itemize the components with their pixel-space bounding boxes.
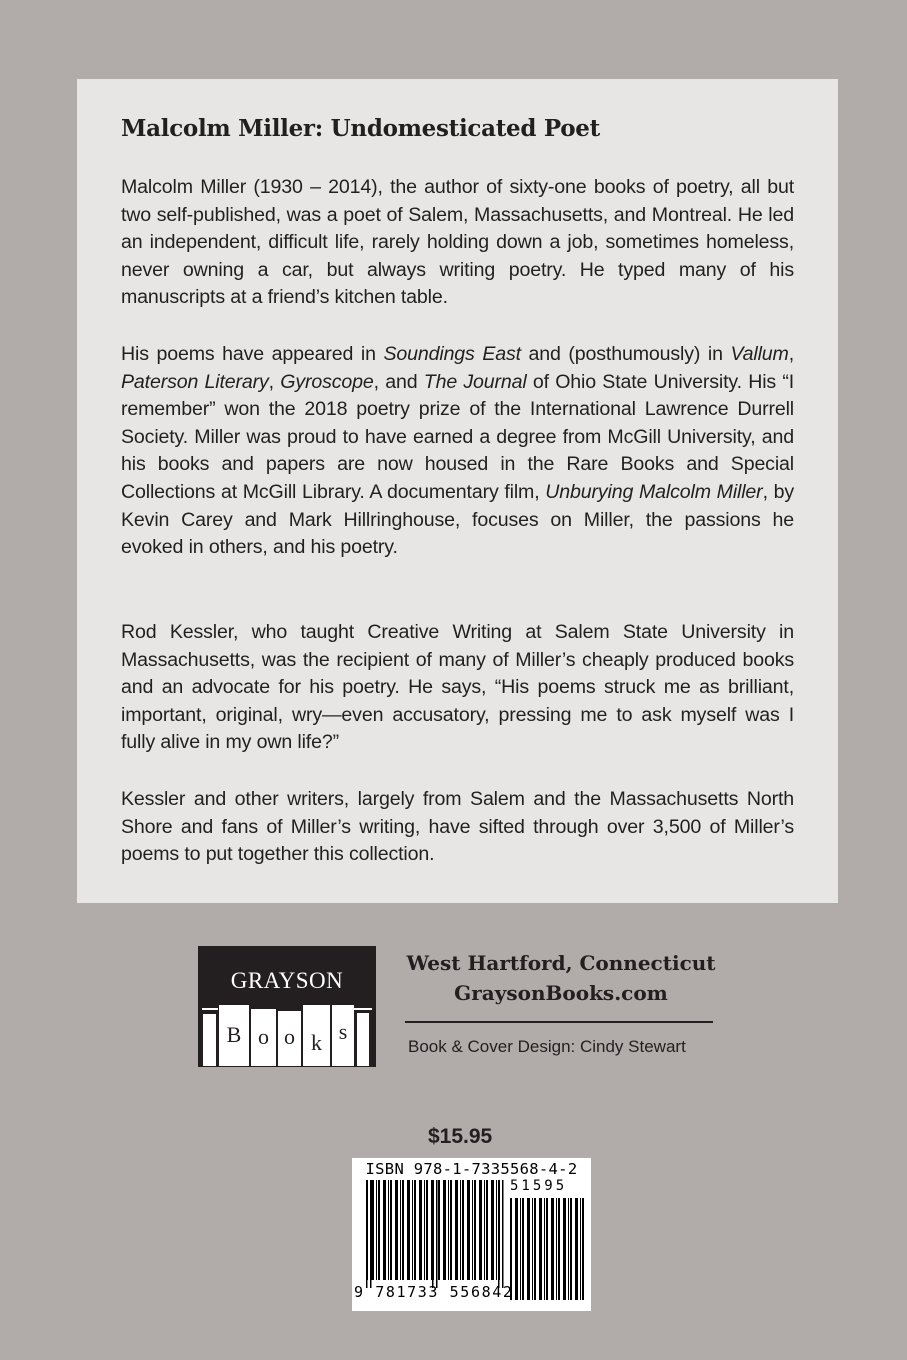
back-cover-blurb-panel bbox=[77, 79, 838, 903]
barcode-bar bbox=[582, 1198, 584, 1300]
barcode-guard-bar bbox=[370, 1180, 372, 1288]
barcode-bar bbox=[388, 1180, 389, 1280]
barcode-bar bbox=[402, 1180, 404, 1280]
logo-book-spine bbox=[277, 1010, 302, 1067]
publication-title: The Journal bbox=[423, 370, 527, 393]
barcode-guard-bar bbox=[498, 1180, 500, 1288]
blurb-paragraph-4: Kessler and other writers, largely from Salem and the Massachusetts North Shore and fans of Miller’s writing, have sifted through over 3,500 of Miller’s poems to put together this collection. bbox=[121, 788, 794, 866]
barcode-bar bbox=[419, 1180, 422, 1280]
barcode-bar bbox=[580, 1198, 581, 1300]
film-title: Unburying Malcolm Miller bbox=[545, 480, 763, 503]
barcode-bar bbox=[570, 1198, 572, 1300]
barcode-bar bbox=[479, 1180, 482, 1280]
barcode-bar bbox=[414, 1180, 416, 1280]
barcode-bar bbox=[522, 1198, 524, 1300]
barcode-guard-bar bbox=[502, 1180, 504, 1288]
logo-book-spine bbox=[331, 1004, 355, 1067]
logo-book-spine bbox=[302, 1004, 331, 1067]
isbn-label: ISBN 978-1-7335568-4-2 bbox=[365, 1160, 578, 1178]
barcode-bar bbox=[390, 1180, 392, 1280]
blurb-paragraph-1: Malcolm Miller (1930 – 2014), the author of sixty-one books of poetry, all but two self-published, was a poet of Salem, Massachusetts, and Montreal. He led an independent, difficult life, rarely holding down a job, sometimes homeless, never owning a car, but always writing poetry. He typed many of his manuscripts at a friend’s kitchen table. bbox=[121, 176, 794, 309]
logo-letter: o bbox=[258, 1024, 269, 1049]
logo-book-spine bbox=[250, 1008, 277, 1067]
barcode-bar bbox=[496, 1180, 497, 1280]
text-run: , bbox=[268, 370, 281, 393]
barcode-bar bbox=[376, 1180, 377, 1280]
barcode-bar bbox=[450, 1180, 452, 1280]
barcode-bar bbox=[486, 1180, 488, 1280]
isbn-barcode bbox=[352, 1158, 591, 1311]
barcode-bar bbox=[472, 1180, 473, 1280]
barcode-bar bbox=[407, 1180, 410, 1280]
publisher-divider bbox=[405, 1021, 713, 1023]
barcode-bar bbox=[378, 1180, 380, 1280]
blurb-paragraph-2 bbox=[121, 341, 794, 562]
design-credit: Book & Cover Design: Cindy Stewart bbox=[408, 1037, 686, 1056]
barcode-bar bbox=[546, 1198, 548, 1300]
barcode-bar bbox=[558, 1198, 560, 1300]
barcode-ean-digits: 9 781733 556842 bbox=[354, 1283, 514, 1301]
barcode-bar bbox=[551, 1198, 554, 1300]
barcode-bar bbox=[556, 1198, 557, 1300]
barcode-bar bbox=[462, 1180, 464, 1280]
blurb-title: Malcolm Miller: Undomesticated Poet bbox=[121, 115, 600, 142]
logo-letter: k bbox=[311, 1030, 322, 1055]
barcode-bar bbox=[515, 1198, 518, 1300]
text-run: His poems have appeared in bbox=[121, 343, 384, 365]
blurb-paragraph-3: Rod Kessler, who taught Creative Writing at Salem State University in Massachusetts, was the recipient of many of Miller’s cheaply produced books and an advocate for his poetry. He says, “His poems struck me as brilliant, important, original, wry—even accusatory, pressing me to ask myself was I fully alive in my own life?” bbox=[121, 621, 794, 754]
publication-title: Gyroscope bbox=[280, 370, 374, 393]
barcode-bar bbox=[539, 1198, 542, 1300]
barcode-bar bbox=[448, 1180, 449, 1280]
publication-title: Soundings East bbox=[383, 343, 521, 365]
barcode-bar bbox=[438, 1180, 440, 1280]
barcode-bar bbox=[544, 1198, 545, 1300]
barcode-bar bbox=[383, 1180, 386, 1280]
logo-shelf-line bbox=[352, 1008, 372, 1010]
text-run: and (posthumously) in bbox=[520, 343, 731, 365]
barcode-guard-bar bbox=[432, 1180, 434, 1288]
barcode-bar bbox=[532, 1198, 533, 1300]
text-run: , bbox=[788, 343, 795, 365]
logo-book-spine bbox=[356, 1012, 370, 1067]
barcode-bar bbox=[443, 1180, 446, 1280]
grayson-books-logo bbox=[198, 946, 376, 1067]
barcode-bar bbox=[412, 1180, 413, 1280]
barcode-bar bbox=[424, 1180, 425, 1280]
barcode-bar bbox=[455, 1180, 458, 1280]
barcode-bar bbox=[568, 1198, 569, 1300]
barcode-guard-bar bbox=[436, 1180, 438, 1288]
logo-letter: B bbox=[226, 1022, 242, 1047]
barcode-guard-bar bbox=[366, 1180, 368, 1288]
price-label: $15.95 bbox=[428, 1125, 493, 1148]
barcode-bar bbox=[534, 1198, 536, 1300]
barcode-bar bbox=[484, 1180, 485, 1280]
barcode-bar bbox=[400, 1180, 401, 1280]
barcode-bar bbox=[426, 1180, 428, 1280]
barcode-bar bbox=[563, 1198, 566, 1300]
text-run: , and bbox=[373, 370, 424, 393]
barcode-bar bbox=[395, 1180, 398, 1280]
logo-letter: o bbox=[284, 1024, 295, 1049]
text-run: of Ohio State University. His “I remember” won the 2018 poetry prize of the International Lawrence Durrell Society. Miller was proud to have earned a degree from McGill University, and his books and papers are now housed in the Rare Books and Special Collections at McGill Library. A documentary film, bbox=[121, 370, 795, 503]
publication-title: Paterson Literary bbox=[121, 370, 269, 393]
publisher-website: GraysonBooks.com bbox=[454, 981, 668, 1005]
text-run: , by Kevin Carey and Mark Hillringhouse, focuses on Miller, the passions he evoked in others, and his poetry. bbox=[121, 480, 795, 559]
barcode-bar bbox=[460, 1180, 461, 1280]
barcode-addon-digits: 51595 bbox=[510, 1178, 568, 1194]
logo-book-spine bbox=[218, 1004, 250, 1067]
logo-wordmark: GRAYSON bbox=[230, 968, 344, 993]
barcode-bar bbox=[527, 1198, 530, 1300]
barcode-bar bbox=[491, 1180, 494, 1280]
publication-title: Vallum bbox=[730, 343, 789, 365]
barcode-bar bbox=[474, 1180, 476, 1280]
barcode-bar bbox=[467, 1180, 470, 1280]
barcode-bar bbox=[575, 1198, 578, 1300]
logo-book-spine bbox=[202, 1013, 217, 1067]
logo-letter: s bbox=[338, 1019, 348, 1044]
publisher-info bbox=[396, 948, 726, 1008]
publisher-location: West Hartford, Connecticut bbox=[406, 951, 716, 975]
barcode-bar bbox=[520, 1198, 521, 1300]
